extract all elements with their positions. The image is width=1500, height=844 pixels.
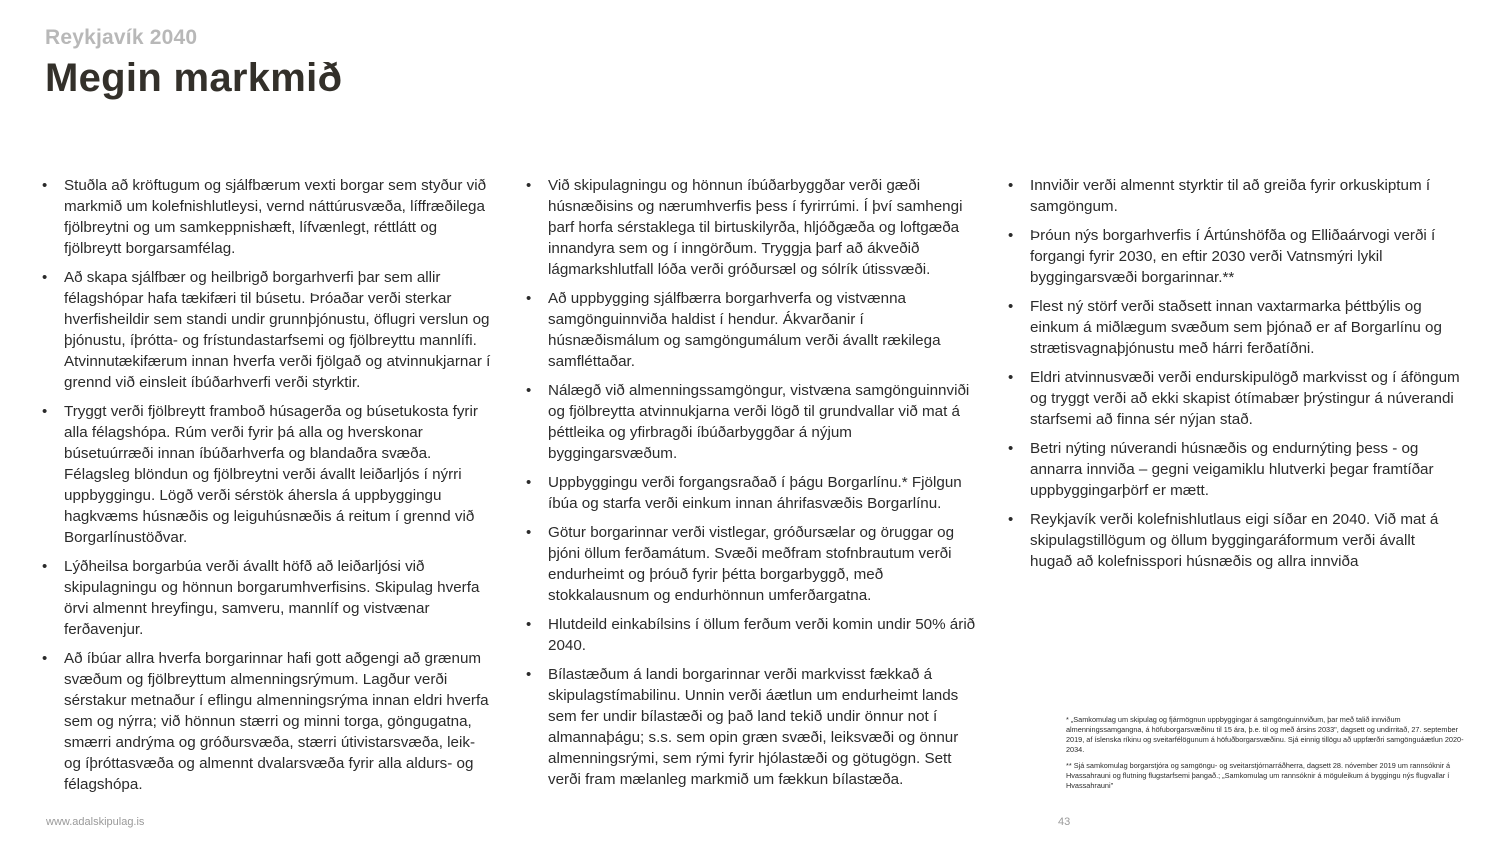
- page-number: 43: [1058, 816, 1071, 828]
- goal-item: • Bílastæðum á landi borgarinnar verði markvisst fækkað á skipulagstímabilinu. Unnin verði áætlun um endurheimt lands sem fer undir bílastæði og það land tekið undir önnur not í almannaþágu; s.s. sem opin græn svæði, leiksvæði og önnur almenningsrými, sem rými fyrir hjólastæði og götugögn. Sett verði fram mælanleg markmið um fækkun bílastæða.: [526, 664, 978, 790]
- goal-item: • Hlutdeild einkabílsins í öllum ferðum verði komin undir 50% árið 2040.: [526, 614, 978, 656]
- footnote-1: * „Samkomulag um skipulag og fjármögnun uppbyggingar á samgönguinnviðum, þar með talið innviðum almenningssamgangna, á höfuborgarsvæðinu til 15 ára, þ.e. til og með ársins 2033", dagsett og undirritað, 27. september 2019, af íslenska ríkinu og sveitarfélögunum á höfuðborgarsvæðinu. Sjá einnig tillögu að uppfærðri samgönguáætlun 2020-2034.: [1066, 715, 1464, 754]
- goal-item: • Reykjavík verði kolefnishlutlaus eigi síðar en 2040. Við mat á skipulagstillögum og öllum byggingaráformum verði ávallt hugað að kolefnisspori húsnæðis og allra innviða: [1008, 509, 1460, 572]
- footer-url: www.adalskipulag.is: [46, 816, 145, 828]
- goal-item: • Að skapa sjálfbær og heilbrigð borgarhverfi þar sem allir félagshópar hafa tækifæri til búsetu. Þróaðar verði sterkar hverfisheildir sem standi undir grunnþjónustu, öflugri verslun og þjónustu, íþrótta- og frístundastarfsemi og fjölbreyttu mannlífi. Atvinnutækifærum innan hverfa verði fjölgað og atvinnukjarnar í grennd við einsleit íbúðarhverfi verði styrktir.: [42, 267, 492, 393]
- document-kicker: Reykjavík 2040: [45, 26, 198, 49]
- goal-item: • Tryggt verði fjölbreytt framboð húsagerða og búsetukosta fyrir alla félagshópa. Rúm verði fyrir þá alla og hverskonar búsetuúrræði innan íbúðarhverfa og blandaðra svæða. Félagsleg blöndun og fjölbreytni verði ávallt leiðarljós í nýrri uppbyggingu. Lögð verði sérstök áhersla á uppbyggingu hagkvæms húsnæðis og leiguhúsnæðis á reitum í grennd við Borgarlínustöðvar.: [42, 401, 492, 548]
- footnote-2: ** Sjá samkomulag borgarstjóra og samgöngu- og sveitarstjórnarráðherra, dagsett 28. nóvember 2019 um rannsóknir á Hvassahrauni og flutning flugstarfsemi þangað.; „Samkomulag um rannsóknir á möguleikum á byggingu nýs flugvallar í Hvassahrauni": [1066, 761, 1451, 790]
- goal-item: • Stuðla að kröftugum og sjálfbærum vexti borgar sem styður við markmið um kolefnishlutleysi, vernd náttúrusvæða, líffræðilega fjölbreytni og um samkeppnishæft, lífvænlegt, réttlátt og fjölbreytt borgarsamfélag.: [42, 175, 492, 259]
- goals-column-3: [1008, 175, 1460, 580]
- goal-item: • Uppbyggingu verði forgangsraðað í þágu Borgarlínu.* Fjölgun íbúa og starfa verði einkum innan áhrifasvæðis Borgarlínu.: [526, 472, 978, 514]
- page-title: Megin markmið: [45, 56, 343, 100]
- goal-item: • Götur borgarinnar verði vistlegar, gróðursælar og öruggar og þjóni öllum ferðamátum. Svæði meðfram stofnbrautum verði endurheimt og þróuð fyrir þétta borgarbyggð, með stokkalausnum og endurhönnun umferðargatna.: [526, 522, 978, 606]
- goal-item: • Eldri atvinnusvæði verði endurskipulögð markvisst og í áföngum og tryggt verði að ekki skapist ótímabær þrýstingur á núverandi starfsemi að finna sér nýjan stað.: [1008, 367, 1460, 430]
- goal-item: • Að íbúar allra hverfa borgarinnar hafi gott aðgengi að grænum svæðum og fjölbreyttum almenningsrýmum. Lagður verði sérstakur metnaður í eflingu almenningsrýma innan eldri hverfa sem og nýrra; við hönnun stærri og minni torga, göngugatna, smærri andrýma og gróðursvæða, stærri útivistarsvæða, leik- og íþróttasvæða og almennt dvalarsvæða fyrir alla aldurs- og félagshópa.: [42, 648, 492, 795]
- goals-column-2: [526, 175, 978, 798]
- goal-item: • Flest ný störf verði staðsett innan vaxtarmarka þéttbýlis og einkum á miðlægum svæðum sem þjónað er af Borgarlínu og strætisvagnaþjónustu með hárri ferðatíðni.: [1008, 296, 1460, 359]
- goal-item: • Við skipulagningu og hönnun íbúðarbyggðar verði gæði húsnæðisins og nærumhverfis þess í fyrirrúmi. Í því samhengi þarf horfa sérstaklega til birtuskilyrða, hljóðgæða og loftgæða innandyra sem og í inngörðum. Tryggja þarf að ákveðið lágmarkshlutfall lóða verði gróðursæl og sólrík útissvæði.: [526, 175, 978, 280]
- goal-item: • Að uppbygging sjálfbærra borgarhverfa og vistvænna samgönguinnviða haldist í hendur. Ákvarðanir í húsnæðismálum og samgöngumálum verði ávallt rækilega samfléttaðar.: [526, 288, 978, 372]
- goal-item: • Þróun nýs borgarhverfis í Ártúnshöfða og Elliðaárvogi verði í forgangi fyrir 2030, en eftir 2030 verði Vatnsmýri lykil byggingarsvæði borgarinnar.**: [1008, 225, 1460, 288]
- goal-item: • Nálægð við almenningssamgöngur, vistvæna samgönguinnviði og fjölbreytta atvinnukjarna verði lögð til grundvallar við mat á þéttleika og yfirbragði íbúðarbyggðar á nýjum byggingarsvæðum.: [526, 380, 978, 464]
- footnotes: [1066, 715, 1466, 797]
- goals-column-1: [42, 175, 492, 803]
- goal-item: • Lýðheilsa borgarbúa verði ávallt höfð að leiðarljósi við skipulagningu og hönnun borgarumhverfisins. Skipulag hverfa örvi almennt hreyfingu, samveru, mannlíf og vistvænar ferðavenjur.: [42, 556, 492, 640]
- goal-item: • Innviðir verði almennt styrktir til að greiða fyrir orkuskiptum í samgöngum.: [1008, 175, 1460, 217]
- goal-item: • Betri nýting núverandi húsnæðis og endurnýting þess - og annarra innviða – gegni veigamiklu hlutverki þegar framtíðar uppbyggingarþörf er mætt.: [1008, 438, 1460, 501]
